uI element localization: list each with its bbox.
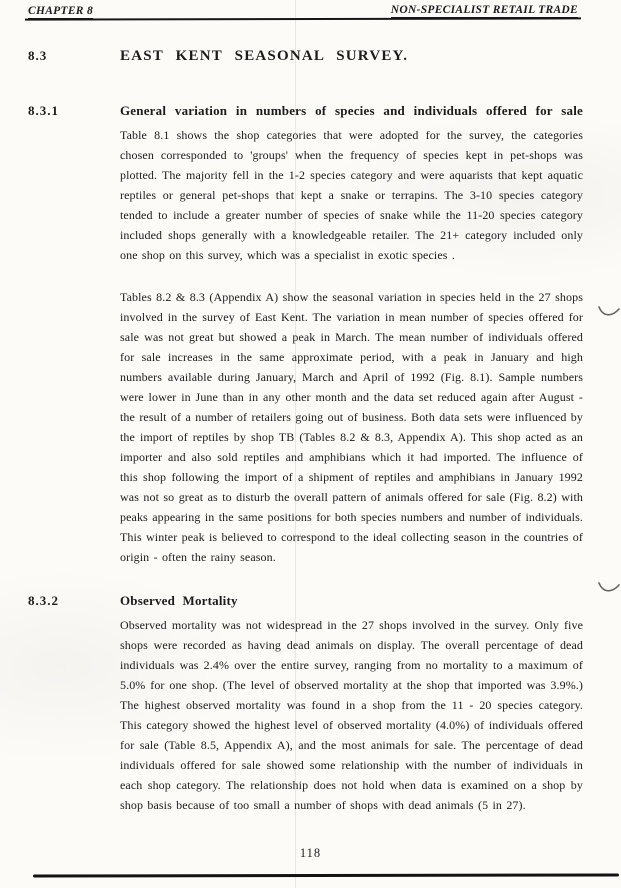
paragraph: Tables 8.2 & 8.3 (Appendix A) show the seasonal variation in species held in the 27 shops involved in the survey of East Kent. The variation in mean number of species offered for sale was not great but showed a peak in March. The mean number of individuals offered for sale increases in the same approximate period, with a peak in January and high numbers available during January, March and April of 1992 (Fig. 8.1). Sample numbers were lower in June than in any other month and the data set reduced again after August - the result of a number of retailers going out of business. Both data sets were influenced by the import of reptiles by shop TB (Tables 8.2 & 8.3, Appendix A). This shop acted as an importer and also sold reptiles and amphibians which it had imported. The influence of this shop following the import of a shipment of reptiles and amphibians in January 1992 was not so great as to disturb the overall pattern of animals offered for sale (Fig. 8.2) with peaks appearing in the same positions for both species numbers and number of individuals. This winter peak is believed to correspond to the ideal collecting season in the countries of origin - often the rainy season. xyxy=(120,290,583,564)
page-content xyxy=(0,30,621,840)
section-8-3 xyxy=(0,48,621,65)
section-number: 8.3.2 xyxy=(28,593,59,608)
section-8-3-2 xyxy=(0,593,621,815)
paragraph: Observed mortality was not widespread in the 27 shops involved in the survey. Only five shops were recorded as having dead animals on display. The overall percentage of dead individuals was 2.4% over the entire survey, ranging from no mortality to a maximum of 5.0% for one shop. (The level of observed mortality at the shop that imported was 3.9%.) The highest observed mortality was found in a shop from the 11 - 20 species category. This category showed the highest level of observed mortality (4.0%) of individuals offered for sale (Table 8.5, Appendix A), and the most animals for sale. The percentage of dead individuals offered for sale showed some relationship with the number of individuals in each shop category. The relationship does not hold when data is examined on a shop by shop basis because of too small a number of shops with dead animals (5 in 27). xyxy=(120,618,583,812)
section-title: General variation in numbers of species and individuals offered for sale xyxy=(120,103,583,118)
section-title: Observed Mortality xyxy=(120,593,238,608)
section-8-3-1 xyxy=(0,103,621,567)
section-number: 8.3 xyxy=(28,48,48,63)
paragraph: Table 8.1 shows the shop categories that were adopted for the survey, the categories chosen corresponded to 'groups' when the frequency of species kept in pet-shops was plotted. The majority fell in the 1-2 species category and were aquarists that kept aquatic reptiles or general pet-shops that kept a snake or terrapins. The 3-10 species category tended to include a greater number of species of snake while the 11-20 species category included shops generally with a knowledgeable retailer. The 21+ category included only one shop on this survey, which was a specialist in exotic species . xyxy=(120,128,583,262)
page-number: 118 xyxy=(299,846,322,860)
header-chapter-label: CHAPTER 8 xyxy=(28,5,93,20)
scan-artifact-curve xyxy=(598,303,620,321)
footer-rule xyxy=(33,873,619,877)
scan-artifact-curve xyxy=(598,579,620,597)
section-title: EAST KENT SEASONAL SURVEY. xyxy=(120,48,409,64)
page-header xyxy=(0,5,621,27)
section-number: 8.3.1 xyxy=(28,103,59,118)
header-running-title: NON-SPECIALIST RETAIL TRADE xyxy=(391,4,578,19)
